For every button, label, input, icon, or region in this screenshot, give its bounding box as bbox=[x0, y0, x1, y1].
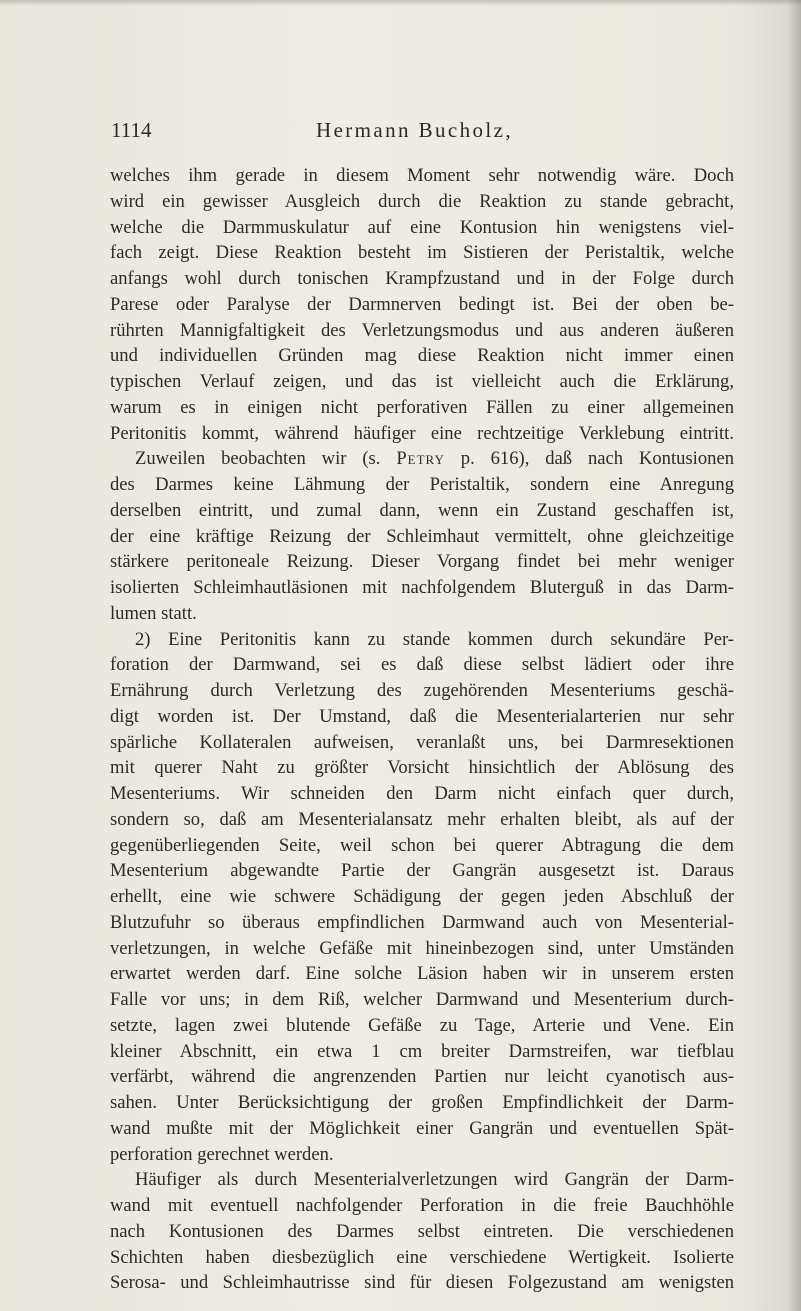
text-line: sahen. Unter Berücksichtigung der großen Empfindlichkeit der Darm- bbox=[110, 1092, 734, 1113]
text-segment: Zuweilen beobachten wir (s. bbox=[135, 448, 381, 470]
text-line: mit querer Naht zu größter Vorsicht hinsichtlich der Ablösung des bbox=[110, 757, 734, 779]
text-line: setzte, lagen zwei blutende Gefäße zu Tage, Arterie und Vene. Ein bbox=[110, 1014, 734, 1036]
text-line: warum es in einigen nicht perforativen Fällen zu einer allgemeinen bbox=[110, 396, 734, 418]
text-line: derselben eintritt, und zumal dann, wenn ein Zustand geschaffen ist, bbox=[110, 499, 734, 521]
text-segment: p. 616), daß nach Kontusionen bbox=[460, 448, 734, 470]
text-line: anfangs wohl durch tonischen Krampfzustand und in der Folge durch bbox=[110, 268, 734, 289]
text-line: erhellt, eine wie schwere Schädigung der gegen jeden Abschluß der bbox=[110, 886, 734, 907]
text-line: digt worden ist. Der Umstand, daß die Mesenterialarterien nur sehr bbox=[110, 705, 734, 727]
author-citation: Petry bbox=[396, 448, 445, 470]
text-line: rührten Mannigfaltigkeit des Verletzungsmodus und aus anderen äußeren bbox=[110, 319, 734, 341]
text-line: erwartet werden darf. Eine solche Läsion haben wir in unserem ersten bbox=[110, 963, 734, 985]
text-line: und individuellen Gründen mag diese Reaktion nicht immer einen bbox=[110, 345, 734, 367]
text-line: typischen Verlauf zeigen, und das ist vielleicht auch die Erklärung, bbox=[110, 371, 734, 392]
text-line: nach Kontusionen des Darmes selbst eintreten. Die verschiedenen bbox=[110, 1220, 734, 1242]
text-line: stärkere peritoneale Reizung. Dieser Vorgang findet bei mehr weniger bbox=[110, 551, 734, 573]
text-line: wird ein gewisser Ausgleich durch die Reaktion zu stande gebracht, bbox=[110, 190, 734, 212]
text-line: 2) Eine Peritonitis kann zu stande kommen durch sekundäre Per- bbox=[135, 628, 734, 650]
page-top-edge bbox=[0, 0, 801, 6]
text-line: isolierten Schleimhautläsionen mit nachfolgendem Bluterguß in das Darm- bbox=[110, 577, 734, 598]
text-line bbox=[110, 446, 734, 472]
text-line: Falle vor uns; in dem Riß, welcher Darmwand und Mesenterium durch- bbox=[110, 989, 734, 1010]
text-line: spärliche Kollateralen aufweisen, veranlaßt uns, bei Darmresektionen bbox=[110, 731, 734, 753]
text-line: sondern so, daß am Mesenterialansatz mehr erhalten bleibt, als auf der bbox=[110, 808, 734, 830]
text-line: welche die Darmmuskulatur auf eine Kontusion hin wenigstens viel- bbox=[110, 216, 734, 238]
text-line: Ernährung durch Verletzung des zugehörenden Mesenteriums geschä- bbox=[110, 680, 734, 701]
page-number: 1114 bbox=[111, 118, 152, 142]
text-line: gegenüberliegenden Seite, weil schon bei querer Abtragung die dem bbox=[110, 834, 734, 856]
text-line: Peritonitis kommt, während häufiger eine rechtzeitige Verklebung eintritt. bbox=[110, 422, 734, 444]
text-line: verfärbt, während die angrenzenden Partien nur leicht cyanotisch aus- bbox=[110, 1066, 734, 1088]
body-text bbox=[110, 163, 734, 1296]
text-line: foration der Darmwand, sei es daß diese selbst lädiert oder ihre bbox=[110, 654, 734, 676]
text-line: Mesenteriums. Wir schneiden den Darm nicht einfach quer durch, bbox=[110, 783, 734, 804]
text-line: Parese oder Paralyse der Darmnerven bedingt ist. Bei der oben be- bbox=[110, 293, 734, 315]
text-line: wand mit eventuell nachfolgender Perforation in die freie Bauchhöhle bbox=[110, 1195, 734, 1216]
text-line: der eine kräftige Reizung der Schleimhaut vermittelt, ohne gleichzeitige bbox=[110, 525, 734, 547]
running-head: Hermann Bucholz, bbox=[316, 118, 514, 142]
text-line: fach zeigt. Diese Reaktion besteht im Sistieren der Peristaltik, welche bbox=[110, 242, 734, 264]
page-edge-shadow bbox=[787, 0, 801, 1311]
text-line: Schichten haben diesbezüglich eine verschiedene Wertigkeit. Isolierte bbox=[110, 1246, 734, 1268]
text-line: kleiner Abschnitt, ein etwa 1 cm breiter Darmstreifen, war tiefblau bbox=[110, 1040, 734, 1062]
text-line: wand mußte mit der Möglichkeit einer Gangrän und eventuellen Spät- bbox=[110, 1117, 734, 1139]
page-header bbox=[111, 118, 671, 148]
text-line: verletzungen, in welche Gefäße mit hineinbezogen sind, unter Umständen bbox=[110, 937, 734, 959]
text-line: Häufiger als durch Mesenterialverletzungen wird Gangrän der Darm- bbox=[135, 1169, 734, 1191]
text-line: des Darmes keine Lähmung der Peristaltik, sondern eine Anregung bbox=[110, 474, 734, 495]
text-line: welches ihm gerade in diesem Moment sehr notwendig wäre. Doch bbox=[110, 165, 734, 186]
text-line: perforation gerechnet werden. bbox=[110, 1143, 334, 1165]
text-line: Mesenterium abgewandte Partie der Gangrän ausgesetzt ist. Daraus bbox=[110, 860, 734, 882]
text-line: Blutzufuhr so überaus empfindlichen Darmwand auch von Mesenterial- bbox=[110, 911, 734, 933]
text-line: lumen statt. bbox=[110, 602, 197, 624]
text-line: Serosa- und Schleimhautrisse sind für diesen Folgezustand am wenigsten bbox=[110, 1272, 734, 1294]
